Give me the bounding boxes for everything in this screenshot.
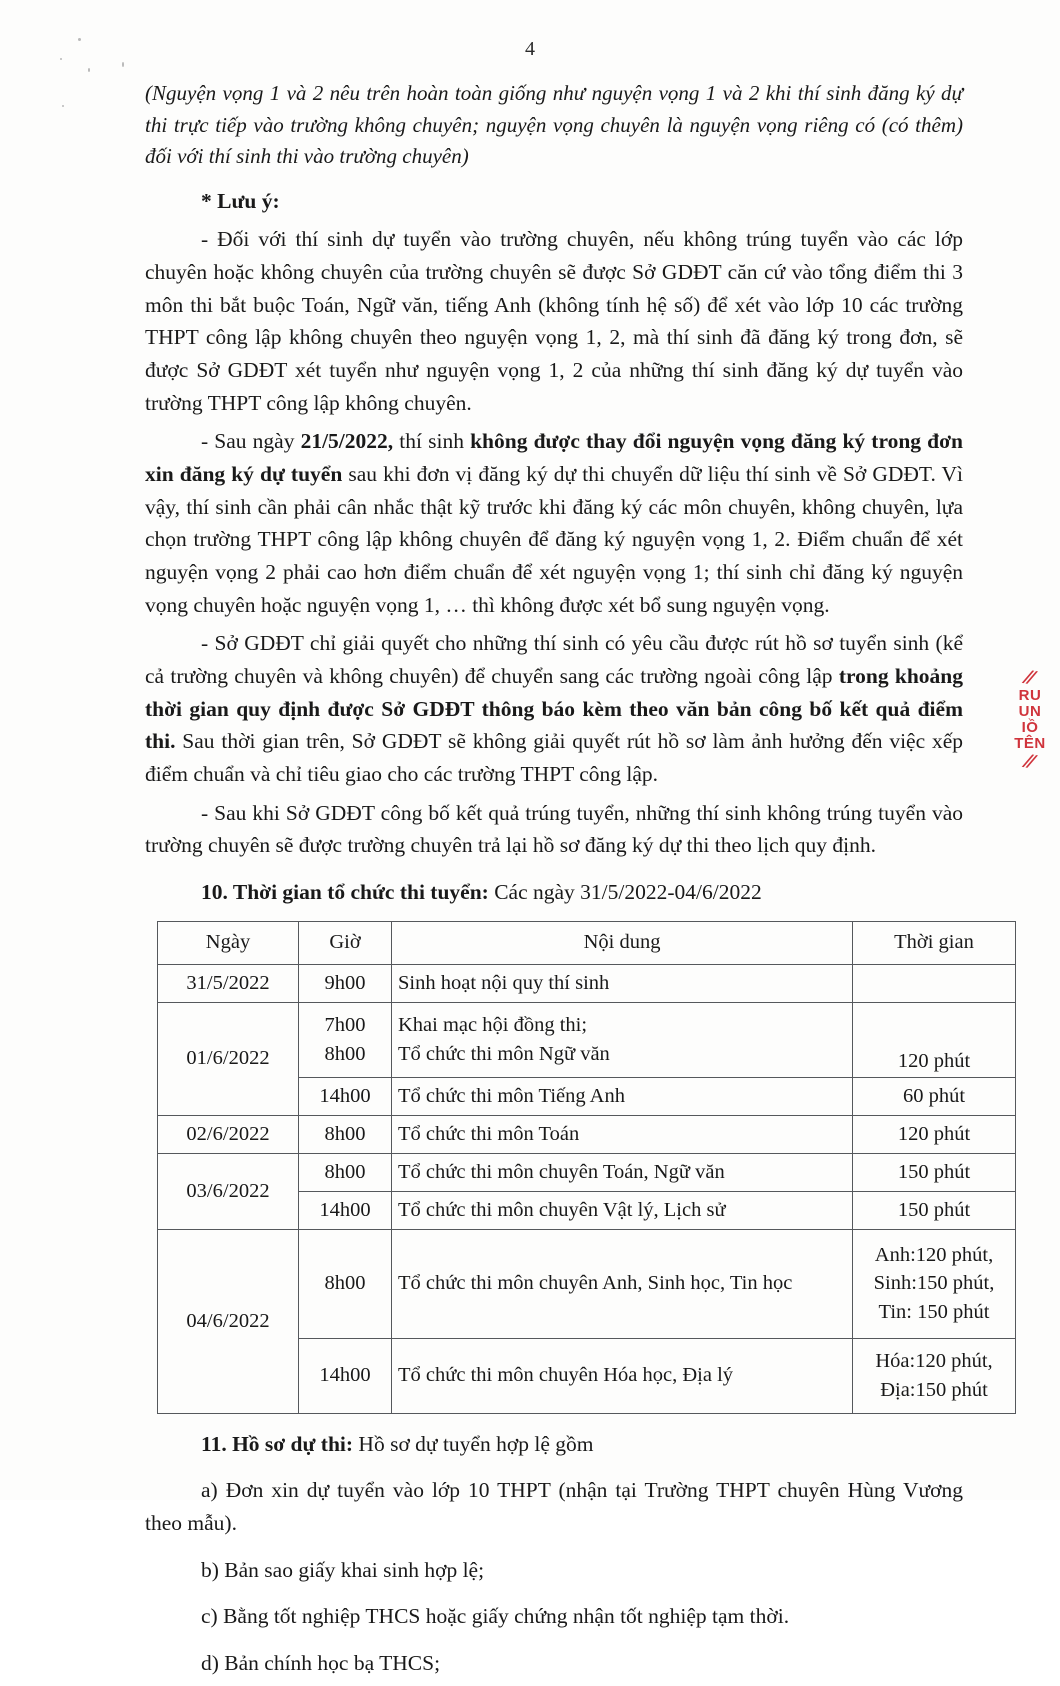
section-11-subtitle: Hồ sơ dự tuyển hợp lệ gồm	[353, 1431, 594, 1456]
p2-deadline-date: 21/5/2022,	[300, 429, 394, 454]
p2-text-e: sau khi đơn vị đăng ký dự thi chuyển dữ liệu thí sinh về Sở GDĐT. Vì vậy, thí sinh cần phải cân nhắc thật kỹ trước khi đăng ký các môn chuyên, không chuyên, lựa chọn trường THPT công lập không chuyên để đăng ký nguyện vọng 1, 2. Điểm chuẩn để xét nguyện vọng 2 phải cao hơn điểm chuẩn để xét nguyện vọng 1; thí sinh chỉ đăng ký nguyện vọng chuyên hoặc nguyện vọng 1, … thì không được xét bổ sung nguyện vọng.	[145, 461, 964, 617]
cell-duration: 120 phút	[853, 1115, 1016, 1153]
requirement-item-a: a) Đơn xin dự tuyển vào lớp 10 THPT (nhận tại Trường THPT chuyên Hùng Vương theo mẫu).	[145, 1478, 963, 1535]
cell-date: 31/5/2022	[158, 964, 299, 1002]
page-number: 4	[525, 38, 535, 60]
cell-duration: 150 phút	[853, 1153, 1016, 1191]
cell-duration	[853, 1229, 1016, 1338]
cell-time: 14h00	[299, 1191, 392, 1229]
section-10-heading	[145, 876, 963, 909]
cell-content: Sinh hoạt nội quy thí sinh	[392, 964, 853, 1002]
cell-content-line2: Tổ chức thi môn Ngữ văn	[398, 1042, 610, 1065]
table-row	[158, 1153, 1016, 1191]
section-10-dates: Các ngày 31/5/2022-04/6/2022	[488, 879, 762, 904]
stamp-line-3: IỒ	[1021, 718, 1039, 736]
intro-italic-paragraph: (Nguyện vọng 1 và 2 nêu trên hoàn toàn giống như nguyện vọng 1 và 2 khi thí sinh đăng ký dự thi trực tiếp vào trường không chuyên; nguyện vọng chuyên là nguyện vọng riêng có (có thêm) đối với thí sinh thi vào trường chuyên)	[145, 81, 963, 168]
requirement-item-b: b) Bản sao giấy khai sinh hợp lệ;	[201, 1557, 485, 1582]
table-row	[158, 964, 1016, 1002]
cell-duration: 60 phút	[853, 1077, 1016, 1115]
cell-duration-line2: Sinh:150 phút,	[873, 1272, 995, 1295]
cell-content: Tổ chức thi môn Tiếng Anh	[392, 1077, 853, 1115]
cell-time: 14h00	[299, 1077, 392, 1115]
cell-content: Tổ chức thi môn chuyên Vật lý, Lịch sử	[392, 1191, 853, 1229]
cell-date: 03/6/2022	[158, 1153, 299, 1229]
column-header-duration: Thời gian	[853, 921, 1016, 964]
stamp-line-2: UN	[1018, 702, 1042, 720]
exam-schedule-table-wrapper	[157, 921, 995, 1414]
cell-content: Tổ chức thi môn Toán	[392, 1115, 853, 1153]
cell-duration-line1: Hóa:120 phút,	[875, 1350, 993, 1373]
scan-speck	[62, 105, 64, 107]
cell-duration-line2: Địa:150 phút	[880, 1378, 988, 1401]
p3-bold-period: trong khoảng thời gian quy định được Sở GDĐT thông báo kèm theo văn bản công bố kết quả điểm thi.	[145, 663, 963, 754]
exam-schedule-table	[157, 921, 1016, 1414]
cell-duration-line1: Anh:120 phút,	[874, 1244, 994, 1267]
column-header-time: Giờ	[299, 921, 392, 964]
section-11-title: 11. Hồ sơ dự thi:	[201, 1431, 354, 1456]
paragraph-return-records: - Sau khi Sở GDĐT công bố kết quả trúng tuyển, những thí sinh không trúng tuyển vào trường chuyên sẽ được trường chuyên trả lại hồ sơ đăng ký dự thi theo lịch quy định.	[145, 800, 963, 858]
cell-duration	[853, 1338, 1016, 1413]
cell-time: 8h00	[299, 1115, 392, 1153]
cell-time: 8h00	[299, 1153, 392, 1191]
section-10-title: 10. Thời gian tổ chức thi tuyển:	[201, 879, 489, 904]
cell-duration	[853, 964, 1016, 1002]
cell-date: 02/6/2022	[158, 1115, 299, 1153]
stamp-mark-top: ⁄⁄	[1024, 666, 1036, 690]
cell-time	[299, 1002, 392, 1077]
red-margin-stamp	[1002, 668, 1058, 858]
table-header-row	[158, 921, 1016, 964]
stamp-line-1: RU	[1018, 687, 1042, 704]
document-body	[145, 78, 995, 1686]
section-11-heading	[145, 1428, 963, 1461]
table-row	[158, 1229, 1016, 1338]
scan-speck	[88, 68, 90, 72]
cell-time: 14h00	[299, 1338, 392, 1413]
cell-time-line2: 8h00	[324, 1042, 366, 1065]
cell-content: Tổ chức thi môn chuyên Hóa học, Địa lý	[392, 1338, 853, 1413]
column-header-date: Ngày	[158, 921, 299, 964]
paragraph-no-change-after-deadline	[145, 425, 963, 621]
column-header-content: Nội dung	[392, 921, 853, 964]
paragraph-withdraw-records	[145, 627, 963, 790]
cell-duration: 150 phút	[853, 1191, 1016, 1229]
cell-content: Tổ chức thi môn chuyên Anh, Sinh học, Tin học	[392, 1229, 853, 1338]
cell-duration: 120 phút	[853, 1002, 1016, 1077]
paragraph-non-specialized-admission: - Đối với thí sinh dự tuyển vào trường chuyên, nếu không trúng tuyển vào các lớp chuyên hoặc không chuyên của trường chuyên sẽ được Sở GDĐT căn cứ vào tổng điểm thi 3 môn thi bắt buộc Toán, Ngữ văn, tiếng Anh (không tính hệ số) để xét vào lớp 10 các trường THPT công lập không chuyên theo nguyện vọng 1, 2, mà thí sinh đã đăng ký trong đơn, sẽ được Sở GDĐT xét tuyển như nguyện vọng 1, 2 của những thí sinh đăng ký dự tuyển vào trường THPT công lập không chuyên.	[145, 227, 963, 415]
p3-text-c: Sau thời gian trên, Sở GDĐT sẽ không giải quyết rút hồ sơ làm ảnh hưởng đến việc xếp điểm chuẩn và chỉ tiêu giao cho các trường THPT công lập.	[145, 729, 963, 786]
p2-text-c: thí sinh	[393, 429, 471, 454]
cell-time: 9h00	[299, 964, 392, 1002]
cell-content	[392, 1002, 853, 1077]
cell-time-line1: 7h00	[324, 1014, 366, 1037]
note-heading: * Lưu ý:	[201, 188, 280, 213]
cell-content: Tổ chức thi môn chuyên Toán, Ngữ văn	[392, 1153, 853, 1191]
cell-date: 04/6/2022	[158, 1229, 299, 1413]
p3-text-a: - Sở GDĐT chỉ giải quyết cho những thí sinh có yêu cầu được rút hồ sơ tuyển sinh (kể cả trường chuyên và không chuyên) để chuyển sang các trường ngoài công lập	[145, 631, 963, 688]
stamp-mark-bottom: ⁄⁄	[1024, 750, 1036, 773]
stamp-line-4: TÊN	[1014, 734, 1046, 752]
cell-content-line1: Khai mạc hội đồng thi;	[398, 1014, 588, 1037]
stamp-letters	[1002, 688, 1058, 752]
p2-bold-rule: không được thay đổi nguyện vọng đăng ký trong đơn xin đăng ký dự tuyển	[145, 429, 964, 486]
table-row	[158, 1002, 1016, 1077]
requirement-item-c: c) Bằng tốt nghiệp THCS hoặc giấy chứng nhận tốt nghiệp tạm thời.	[201, 1604, 790, 1629]
requirement-item-d: d) Bản chính học bạ THCS;	[201, 1650, 441, 1675]
p2-text-a: - Sau ngày	[201, 429, 301, 454]
cell-date: 01/6/2022	[158, 1002, 299, 1115]
cell-time: 8h00	[299, 1229, 392, 1338]
table-row	[158, 1115, 1016, 1153]
cell-duration-line3: Tin: 150 phút	[878, 1300, 990, 1323]
scan-speck	[122, 62, 124, 67]
